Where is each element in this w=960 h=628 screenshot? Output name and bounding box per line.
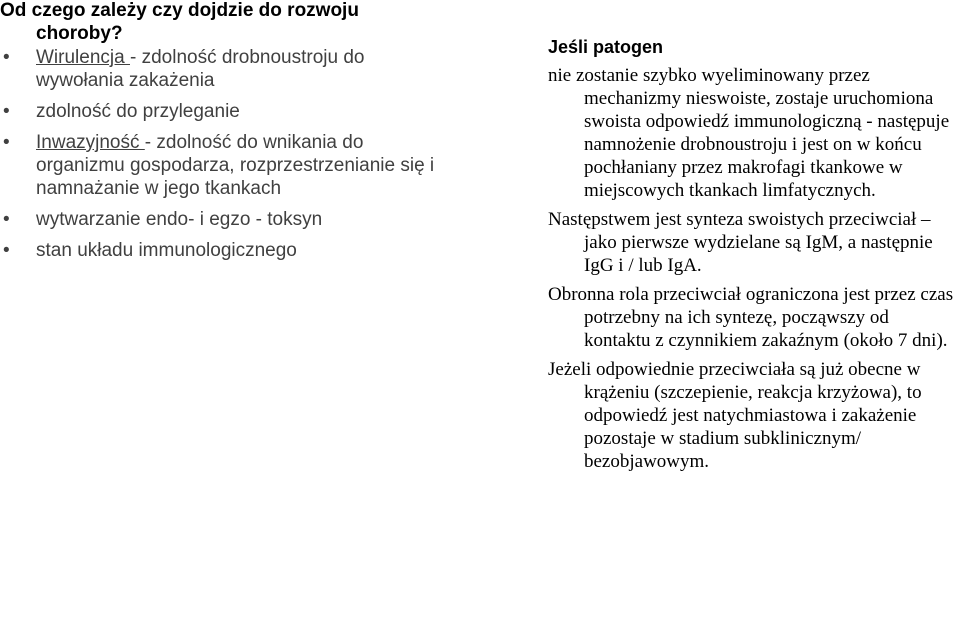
term-invasiveness: Inwazyjność <box>36 132 145 153</box>
page-title <box>0 0 420 45</box>
factors-list <box>0 46 440 270</box>
list-item-adhesion <box>0 100 440 123</box>
list-item-virulence <box>0 46 440 92</box>
bullet-icon: • <box>3 47 10 68</box>
title-line-2: choroby? <box>36 23 123 44</box>
item-text: - zdolność drobnoustroju do wywołania zakażenia <box>36 47 365 91</box>
bullet-icon: • <box>3 101 10 122</box>
paragraph-defense-role: Obronna rola przeciwciał ograniczona jest przez czas potrzebny na ich syntezę, począwszy od kontaktu z czynnikiem zakaźnym (około 7 dni). <box>548 284 954 351</box>
title-line-1: Od czego zależy czy dojdzie do rozwoju <box>0 0 359 21</box>
list-item-immune-state <box>0 239 440 262</box>
bullet-icon: • <box>3 240 10 261</box>
pathogen-section <box>548 36 960 479</box>
paragraph-antibody-synthesis: Następstwem jest synteza swoistych przeciwciał – jako pierwsze wydzielane są IgM, a następnie IgG i / lub IgA. <box>548 209 933 276</box>
item-text: wytwarzanie endo- i egzo - toksyn <box>36 209 323 230</box>
bullet-icon: • <box>3 209 10 230</box>
paragraph-immediate-response: Jeżeli odpowiednie przeciwciała są już obecne w krążeniu (szczepienie, reakcja krzyżowa), to odpowiedź jest natychmiastowa i zakażenie pozostaje w stadium subklinicznym/ bezobjawowym. <box>548 359 922 472</box>
bullet-icon: • <box>3 132 10 153</box>
item-text: stan układu immunologicznego <box>36 240 297 261</box>
list-item-toxins <box>0 208 440 231</box>
paragraph-elimination: nie zostanie szybko wyeliminowany przez mechanizmy nieswoiste, zostaje uruchomiona swoista odpowiedź immunologiczną - następuje namnożenie drobnoustroju i jest on w końcu pochłaniany przez makrofagi tkankowe w miejscowych tkankach limfatycznych. <box>548 65 950 201</box>
item-text: - zdolność do wnikania do organizmu gospodarza, rozprzestrzenianie się i namnażanie w jego tkankach <box>36 132 435 199</box>
item-text: zdolność do przyleganie <box>36 101 240 122</box>
term-virulence: Wirulencja <box>36 47 130 68</box>
section-title: Jeśli patogen <box>548 37 664 57</box>
list-item-invasiveness <box>0 131 440 200</box>
